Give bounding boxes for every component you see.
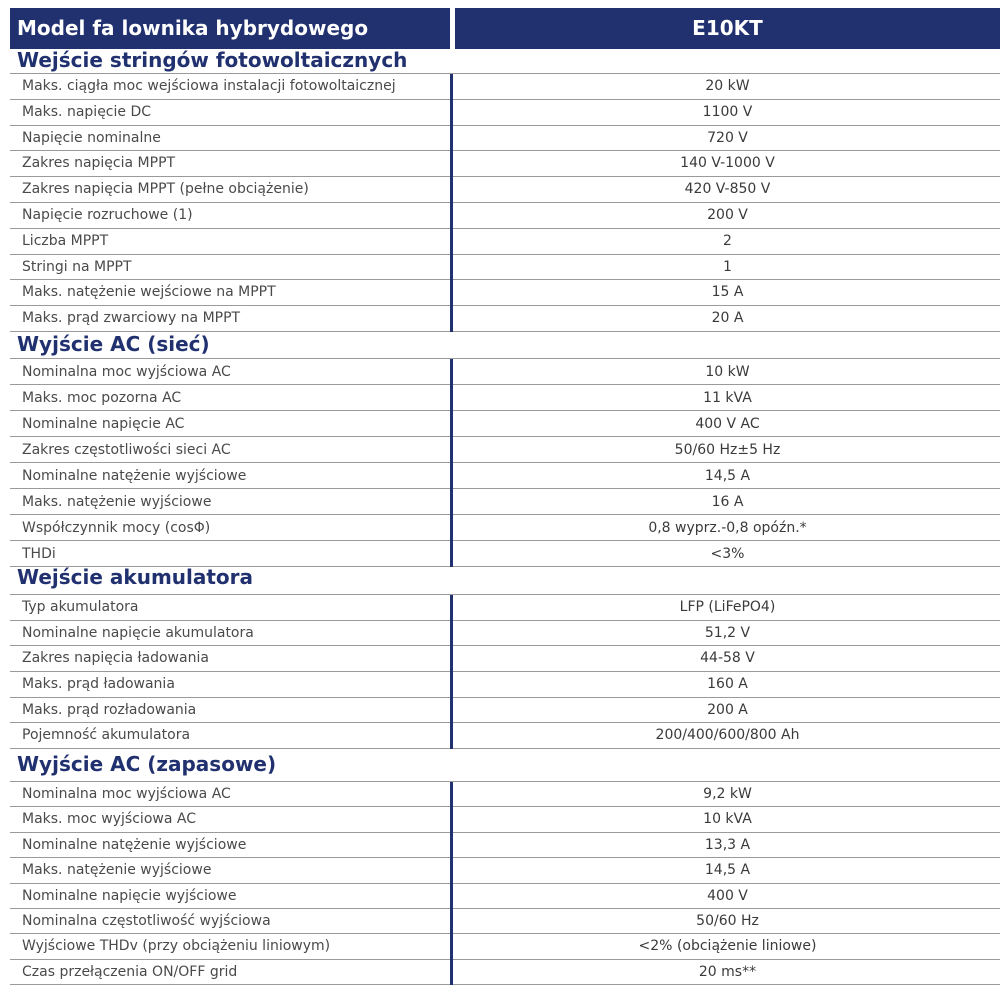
table-row xyxy=(0,385,1000,411)
table-row xyxy=(0,203,1000,229)
header-model-name: E10KT xyxy=(455,8,1000,49)
row-label: Zakres napięcia MPPT xyxy=(22,155,176,172)
row-label: THDi xyxy=(22,546,56,562)
row-label: Maks. moc wyjściowa AC xyxy=(22,811,196,828)
column-separator xyxy=(450,74,453,332)
row-label: Zakres częstotliwości sieci AC xyxy=(22,442,231,458)
table-row xyxy=(0,306,1000,332)
row-value: 720 V xyxy=(707,129,748,146)
table-row xyxy=(0,960,1000,985)
row-label: Współczynnik mocy (cosΦ) xyxy=(22,520,211,536)
row-divider xyxy=(10,748,1000,749)
table-row xyxy=(0,595,1000,621)
table-row xyxy=(0,909,1000,934)
row-value: 20 kW xyxy=(705,78,750,94)
row-label: Maks. napięcie DC xyxy=(22,103,152,120)
row-value: 200 V xyxy=(707,206,748,223)
row-label: Napięcie rozruchowe (1) xyxy=(22,206,193,223)
row-value: <2% (obciążenie liniowe) xyxy=(638,938,817,955)
column-separator xyxy=(450,359,453,567)
row-value: 200 A xyxy=(707,701,748,718)
row-value: 15 A xyxy=(711,284,744,301)
header-model-label: Model fa lownika hybrydowego xyxy=(10,8,450,49)
row-label: Stringi na MPPT xyxy=(22,258,132,275)
table-row xyxy=(0,807,1000,832)
table-row xyxy=(0,858,1000,883)
row-value: 11 kVA xyxy=(703,390,752,406)
column-separator xyxy=(450,595,453,749)
row-value: 400 V xyxy=(707,887,748,904)
section-title: Wyjście AC (sieć) xyxy=(17,332,210,356)
row-label: Nominalne napięcie AC xyxy=(22,416,185,432)
row-value: <3% xyxy=(710,546,745,562)
row-value: 1100 V xyxy=(702,103,753,120)
row-label: Maks. natężenie wejściowe na MPPT xyxy=(22,284,276,301)
row-label: Liczba MPPT xyxy=(22,232,109,249)
table-row xyxy=(0,229,1000,255)
row-label: Maks. natężenie wyjściowe xyxy=(22,494,212,510)
row-value: 9,2 kW xyxy=(703,786,752,802)
row-value: 14,5 A xyxy=(704,862,751,879)
row-label: Nominalne natężenie wyjściowe xyxy=(22,836,247,853)
row-value: 14,5 A xyxy=(704,468,751,484)
table-row xyxy=(0,100,1000,126)
table-row xyxy=(0,280,1000,306)
row-value: 1 xyxy=(723,258,732,275)
section-rows xyxy=(0,595,1000,749)
table-row xyxy=(0,698,1000,724)
row-label: Maks. prąd ładowania xyxy=(22,676,175,693)
row-value: 420 V-850 V xyxy=(684,181,771,198)
row-label: Wyjściowe THDv (przy obciążeniu liniowym) xyxy=(22,938,331,955)
row-label: Zakres napięcia ładowania xyxy=(22,650,209,667)
table-row xyxy=(0,126,1000,152)
section-title: Wyjście AC (zapasowe) xyxy=(17,752,277,776)
table-row xyxy=(0,515,1000,541)
section-title: Wejście stringów fotowoltaicznych xyxy=(17,48,408,72)
row-value: 20 A xyxy=(711,310,744,327)
column-separator xyxy=(450,782,453,985)
row-value: 400 V AC xyxy=(695,416,760,432)
table-row xyxy=(0,541,1000,567)
row-value: 51,2 V xyxy=(704,624,751,641)
section-rows xyxy=(0,359,1000,567)
row-value: 50/60 Hz±5 Hz xyxy=(674,442,781,458)
row-value: 50/60 Hz xyxy=(696,912,759,929)
table-row xyxy=(0,646,1000,672)
row-label: Maks. natężenie wyjściowe xyxy=(22,862,212,879)
row-label: Czas przełączenia ON/OFF grid xyxy=(22,963,238,980)
row-label: Nominalna moc wyjściowa AC xyxy=(22,786,231,802)
row-value: 13,3 A xyxy=(704,836,751,853)
table-row xyxy=(0,489,1000,515)
row-label: Nominalne napięcie wyjściowe xyxy=(22,887,237,904)
row-label: Typ akumulatora xyxy=(22,599,139,615)
section-title: Wejście akumulatora xyxy=(17,565,254,589)
section-rows xyxy=(0,74,1000,332)
row-value: 10 kW xyxy=(705,364,750,380)
row-label: Nominalne natężenie wyjściowe xyxy=(22,468,247,484)
table-row xyxy=(0,177,1000,203)
table-row xyxy=(0,884,1000,909)
row-value: LFP (LiFePO4) xyxy=(679,599,776,615)
row-label: Maks. prąd zwarciowy na MPPT xyxy=(22,310,241,327)
table-row xyxy=(0,74,1000,100)
row-divider xyxy=(10,984,1000,985)
row-value: 16 A xyxy=(711,494,744,510)
table-row xyxy=(0,782,1000,807)
row-label: Zakres napięcia MPPT (pełne obciążenie) xyxy=(22,181,309,198)
table-row xyxy=(0,621,1000,647)
table-row xyxy=(0,463,1000,489)
table-header xyxy=(0,8,1000,49)
table-row xyxy=(0,151,1000,177)
row-label: Maks. ciągła moc wejściowa instalacji fotowoltaicznej xyxy=(22,78,396,94)
table-row xyxy=(0,255,1000,281)
table-row xyxy=(0,934,1000,959)
section-rows xyxy=(0,782,1000,985)
row-label: Pojemność akumulatora xyxy=(22,727,191,744)
row-label: Napięcie nominalne xyxy=(22,129,161,146)
table-row xyxy=(0,833,1000,858)
row-value: 140 V-1000 V xyxy=(680,155,775,172)
table-row xyxy=(0,672,1000,698)
table-row xyxy=(0,411,1000,437)
row-label: Maks. prąd rozładowania xyxy=(22,701,197,718)
row-value: 20 ms** xyxy=(698,963,757,980)
row-value: 200/400/600/800 Ah xyxy=(655,727,800,744)
row-label: Nominalne napięcie akumulatora xyxy=(22,624,254,641)
row-label: Nominalna częstotliwość wyjściowa xyxy=(22,912,271,929)
table-row xyxy=(0,437,1000,463)
row-label: Maks. moc pozorna AC xyxy=(22,390,182,406)
row-value: 160 A xyxy=(707,676,748,693)
row-label: Nominalna moc wyjściowa AC xyxy=(22,364,231,380)
row-value: 0,8 wyprz.-0,8 opóźn.* xyxy=(648,520,807,536)
row-value: 2 xyxy=(723,232,732,249)
row-value: 10 kVA xyxy=(703,811,752,828)
table-row xyxy=(0,359,1000,385)
row-value: 44-58 V xyxy=(700,650,755,667)
table-row xyxy=(0,723,1000,749)
